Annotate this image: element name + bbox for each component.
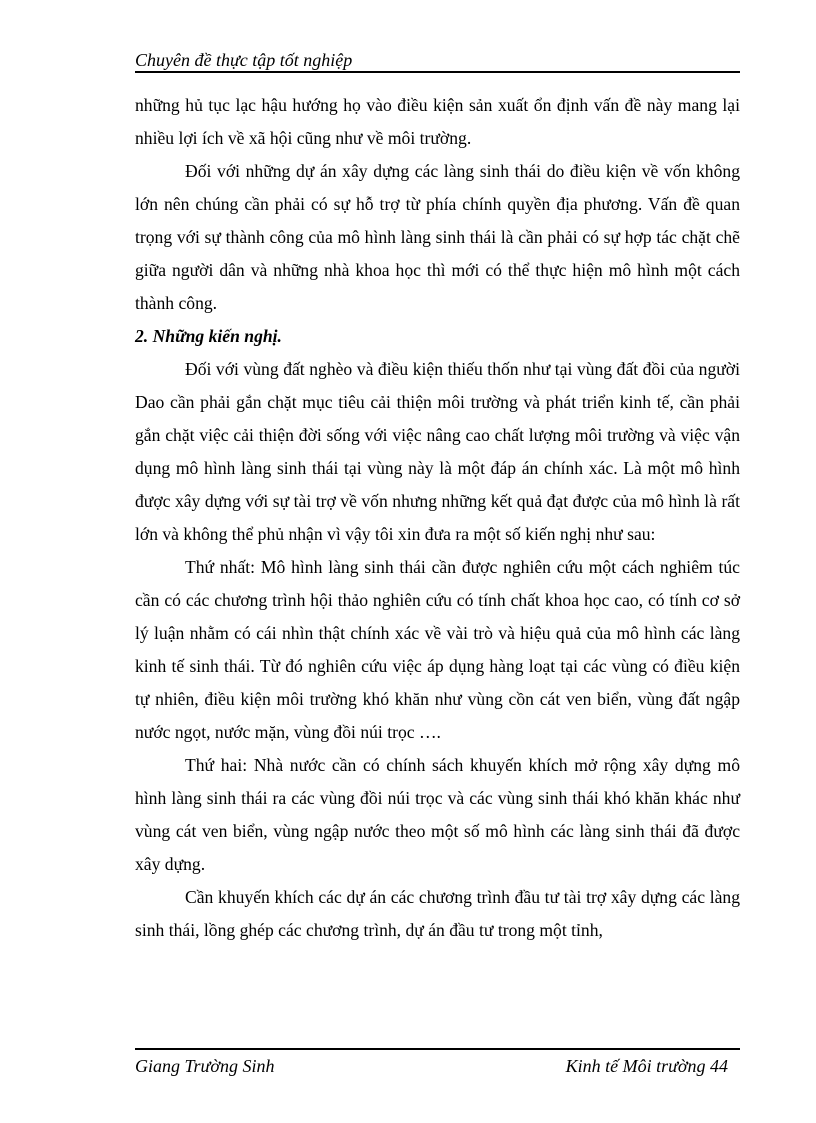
document-body xyxy=(135,89,740,947)
header-title: Chuyên đề thực tập tốt nghiệp xyxy=(135,50,353,70)
footer-author: Giang Trường Sinh xyxy=(135,1056,275,1076)
paragraph-3: Đối với vùng đất nghèo và điều kiện thiếu thốn như tại vùng đất đồi của người Dao cần phải gắn chặt mục tiêu cải thiện môi trường và phát triển kinh tế, cần phải gắn chặt việc cải thiện đời sống với việc nâng cao chất lượng môi trường và việc vận dụng mô hình làng sinh thái tại vùng này là một đáp án chính xác. Là một mô hình được xây dựng với sự tài trợ về vốn nhưng những kết quả đạt được của mô hình là rất lớn và không thể phủ nhận vì vậy tôi xin đưa ra một số kiến nghị như sau: xyxy=(135,359,740,544)
paragraph-5: Thứ hai: Nhà nước cần có chính sách khuyến khích mở rộng xây dựng mô hình làng sinh thái ra các vùng đồi núi trọc và các vùng sinh thái khó khăn khác như vùng cát ven biển, vùng ngập nước theo một số mô hình các làng sinh thái đã được xây dựng. xyxy=(135,755,740,874)
page-footer xyxy=(135,1048,740,1080)
paragraph-2: Đối với những dự án xây dựng các làng sinh thái do điều kiện về vốn không lớn nên chúng cần phải có sự hỗ trợ từ phía chính quyền địa phương. Vấn đề quan trọng với sự thành công của mô hình làng sinh thái là cần phải có sự hợp tác chặt chẽ giữa người dân và những nhà khoa học thì mới có thể thực hiện mô hình một cách thành công. xyxy=(135,161,740,313)
page-header xyxy=(135,49,740,73)
footer-course: Kinh tế Môi trường 44 xyxy=(565,1056,728,1076)
paragraph-1: những hủ tục lạc hậu hướng họ vào điều kiện sản xuất ổn định vấn đề này mang lại nhiều lợi ích về xã hội cũng như về môi trường. xyxy=(135,95,740,148)
paragraph-6: Cần khuyến khích các dự án các chương trình đầu tư tài trợ xây dựng các làng sinh thái, lồng ghép các chương trình, dự án đầu tư trong một tỉnh, xyxy=(135,887,740,940)
paragraph-4: Thứ nhất: Mô hình làng sinh thái cần được nghiên cứu một cách nghiêm túc cần có các chương trình hội thảo nghiên cứu có tính chất khoa học cao, có tính cơ sở lý luận nhằm có cái nhìn thật chính xác về vài trò và hiệu quả của mô hình các làng kinh tế sinh thái. Từ đó nghiên cứu việc áp dụng hàng loạt tại các vùng có điều kiện tự nhiên, điều kiện môi trường khó khăn như vùng cồn cát ven biển, vùng đất ngập nước ngọt, nước mặn, vùng đồi núi trọc …. xyxy=(135,557,740,742)
section-heading: 2. Những kiến nghị. xyxy=(135,326,282,346)
